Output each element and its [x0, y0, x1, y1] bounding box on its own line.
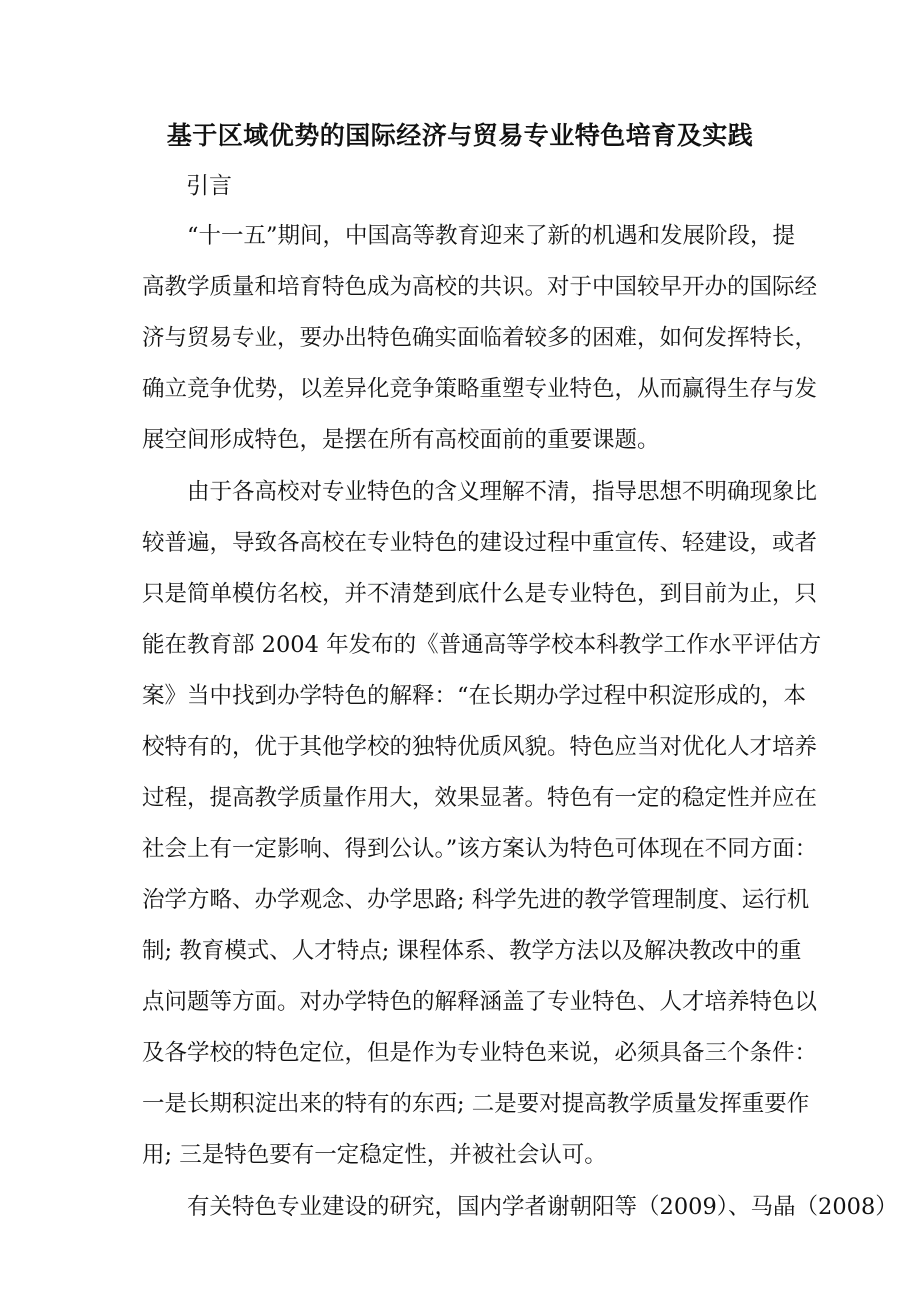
section-heading: 引言: [186, 173, 232, 199]
paragraph-1-line-4: 确立竞争优势，以差异化竞争策略重塑专业特色，从而赢得生存与发: [142, 376, 818, 402]
paragraph-2-line-3: 只是简单模仿名校，并不清楚到底什么是专业特色，到目前为止，只: [142, 581, 818, 607]
paragraph-2-line-6: 校特有的，优于其他学校的独特优质风貌。特色应当对优化人才培养: [142, 734, 818, 760]
document-title: 基于区域优势的国际经济与贸易专业特色培育及实践: [166, 121, 754, 150]
paragraph-2-line-5: 案》当中找到办学特色的解释：“在长期办学过程中积淀形成的，本: [142, 683, 807, 709]
paragraph-2-line-10: 制; 教育模式、人才特点; 课程体系、教学方法以及解决教改中的重: [142, 938, 802, 964]
paragraph-2-line-11: 点问题等方面。对办学特色的解释涵盖了专业特色、人才培养特色以: [142, 989, 818, 1015]
paragraph-1-line-1: “十一五”期间，中国高等教育迎来了新的机遇和发展阶段，提: [187, 223, 796, 249]
paragraph-1-line-3: 济与贸易专业，要办出特色确实面临着较多的困难，如何发挥特长，: [142, 325, 818, 351]
paragraph-2-line-1: 由于各高校对专业特色的含义理解不清，指导思想不明确现象比: [187, 479, 818, 505]
paragraph-2-line-8: 社会上有一定影响、得到公认。”该方案认为特色可体现在不同方面：: [142, 836, 818, 862]
paragraph-2-line-4: 能在教育部 2004 年发布的《普通高等学校本科教学工作水平评估方: [142, 632, 822, 658]
paragraph-2-line-14: 用; 三是特色要有一定稳定性，并被社会认可。: [142, 1142, 607, 1168]
paragraph-2-line-2: 较普遍，导致各高校在专业特色的建设过程中重宣传、轻建设，或者: [142, 530, 818, 556]
paragraph-2-line-13: 一是长期积淀出来的特有的东西; 二是要对提高教学质量发挥重要作: [142, 1091, 810, 1117]
paragraph-2-line-9: 治学方略、办学观念、办学思路; 科学先进的教学管理制度、运行机: [142, 887, 810, 913]
paragraph-1-line-2: 高教学质量和培育特色成为高校的共识。对于中国较早开办的国际经: [142, 274, 818, 300]
paragraph-2-line-12: 及各学校的特色定位，但是作为专业特色来说，必须具备三个条件：: [142, 1040, 818, 1066]
paragraph-2-line-7: 过程，提高教学质量作用大，效果显著。特色有一定的稳定性并应在: [142, 785, 818, 811]
paragraph-1-line-5: 展空间形成特色，是摆在所有高校面前的重要课题。: [142, 427, 660, 453]
paragraph-3-line-1: 有关特色专业建设的研究，国内学者谢朝阳等（2009）、马晶（2008）: [187, 1194, 898, 1220]
